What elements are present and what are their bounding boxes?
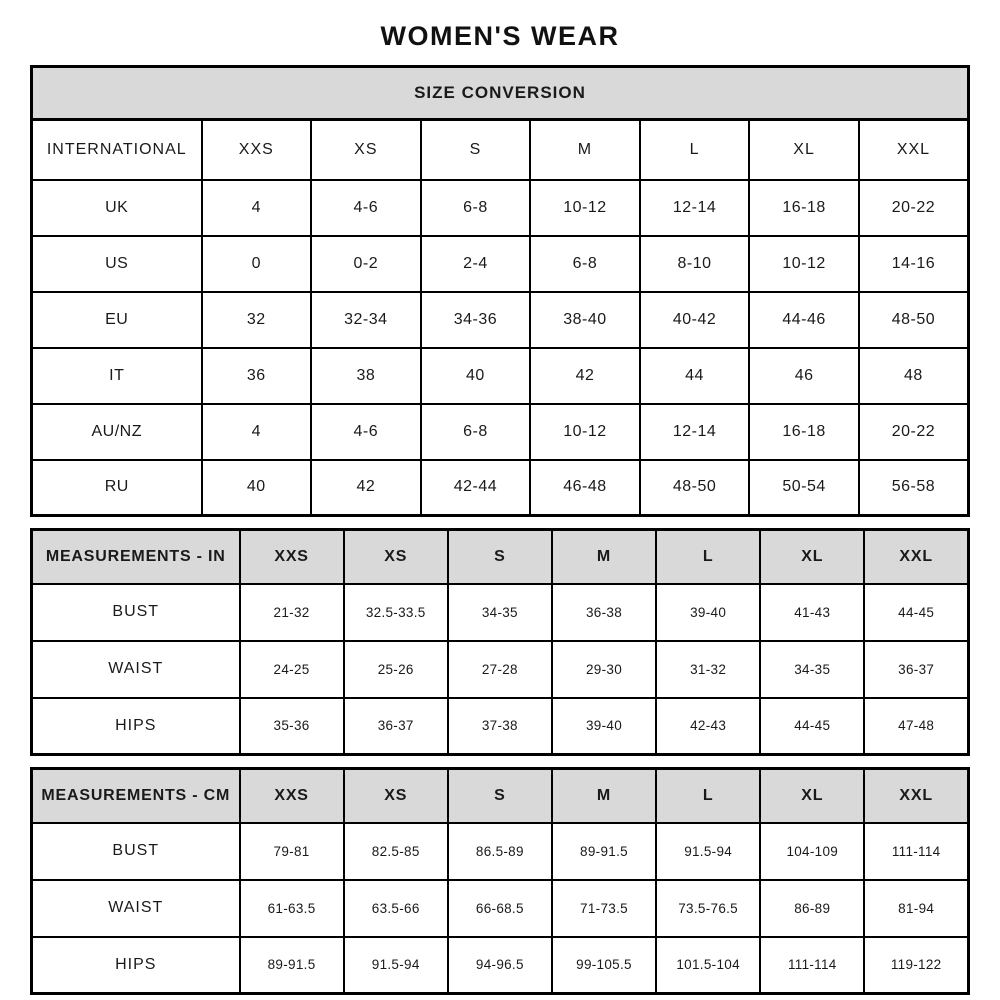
value-cell: 10-12 [530, 404, 640, 460]
header-cell: MEASUREMENTS - CM [32, 769, 240, 823]
value-cell: 32-34 [311, 292, 421, 348]
row-label: WAIST [32, 641, 240, 698]
value-cell: 38 [311, 348, 421, 404]
value-cell: 36-37 [344, 698, 448, 755]
value-cell: 35-36 [240, 698, 344, 755]
value-cell: 32.5-33.5 [344, 584, 448, 641]
value-cell: 44-45 [864, 584, 968, 641]
value-cell: 89-91.5 [552, 823, 656, 880]
value-cell: 31-32 [656, 641, 760, 698]
header-cell: M [552, 530, 656, 584]
value-cell: 111-114 [864, 823, 968, 880]
value-cell: 6-8 [421, 180, 531, 236]
header-cell: XL [760, 530, 864, 584]
header-cell: INTERNATIONAL [32, 120, 202, 180]
row-label: UK [32, 180, 202, 236]
value-cell: 20-22 [859, 404, 969, 460]
value-cell: 10-12 [749, 236, 859, 292]
row-label: EU [32, 292, 202, 348]
value-cell: 41-43 [760, 584, 864, 641]
value-cell: 8-10 [640, 236, 750, 292]
value-cell: 56-58 [859, 460, 969, 516]
size-conversion-table [30, 65, 970, 517]
header-cell: MEASUREMENTS - IN [32, 530, 240, 584]
value-cell: 34-36 [421, 292, 531, 348]
value-cell: 44 [640, 348, 750, 404]
value-cell: 48-50 [859, 292, 969, 348]
header-cell: S [421, 120, 531, 180]
value-cell: 48 [859, 348, 969, 404]
table-row [32, 180, 969, 236]
header-cell: L [656, 530, 760, 584]
value-cell: 36-38 [552, 584, 656, 641]
value-cell: 16-18 [749, 404, 859, 460]
header-cell: S [448, 530, 552, 584]
value-cell: 4-6 [311, 180, 421, 236]
table-row [32, 348, 969, 404]
header-cell: XXS [240, 769, 344, 823]
value-cell: 101.5-104 [656, 937, 760, 994]
header-cell: XL [749, 120, 859, 180]
header-row [32, 120, 969, 180]
value-cell: 46-48 [530, 460, 640, 516]
value-cell: 91.5-94 [344, 937, 448, 994]
header-cell: XXS [240, 530, 344, 584]
header-cell: XS [344, 530, 448, 584]
header-row [32, 530, 969, 584]
value-cell: 0 [202, 236, 312, 292]
value-cell: 25-26 [344, 641, 448, 698]
value-cell: 40-42 [640, 292, 750, 348]
header-cell: L [656, 769, 760, 823]
value-cell: 40 [202, 460, 312, 516]
value-cell: 6-8 [530, 236, 640, 292]
table-row [32, 880, 969, 937]
value-cell: 39-40 [656, 584, 760, 641]
header-cell: XS [311, 120, 421, 180]
value-cell: 44-45 [760, 698, 864, 755]
value-cell: 42-43 [656, 698, 760, 755]
value-cell: 81-94 [864, 880, 968, 937]
value-cell: 48-50 [640, 460, 750, 516]
table-row [32, 641, 969, 698]
value-cell: 50-54 [749, 460, 859, 516]
table-row [32, 937, 969, 994]
value-cell: 66-68.5 [448, 880, 552, 937]
value-cell: 12-14 [640, 180, 750, 236]
header-cell: S [448, 769, 552, 823]
table-title: SIZE CONVERSION [32, 67, 969, 120]
row-label: IT [32, 348, 202, 404]
row-label: BUST [32, 584, 240, 641]
header-cell: M [552, 769, 656, 823]
value-cell: 79-81 [240, 823, 344, 880]
value-cell: 86-89 [760, 880, 864, 937]
value-cell: 47-48 [864, 698, 968, 755]
header-cell: XXL [859, 120, 969, 180]
value-cell: 16-18 [749, 180, 859, 236]
value-cell: 0-2 [311, 236, 421, 292]
table-row [32, 823, 969, 880]
value-cell: 10-12 [530, 180, 640, 236]
header-cell: XXL [864, 769, 968, 823]
page-title: WOMEN'S WEAR [380, 21, 620, 51]
header-cell: XS [344, 769, 448, 823]
value-cell: 39-40 [552, 698, 656, 755]
value-cell: 111-114 [760, 937, 864, 994]
value-cell: 42 [530, 348, 640, 404]
value-cell: 91.5-94 [656, 823, 760, 880]
value-cell: 12-14 [640, 404, 750, 460]
value-cell: 61-63.5 [240, 880, 344, 937]
value-cell: 4 [202, 180, 312, 236]
header-cell: XXL [864, 530, 968, 584]
table-row [32, 236, 969, 292]
header-cell: XL [760, 769, 864, 823]
value-cell: 94-96.5 [448, 937, 552, 994]
value-cell: 2-4 [421, 236, 531, 292]
header-row [32, 769, 969, 823]
value-cell: 40 [421, 348, 531, 404]
table-row [32, 584, 969, 641]
table-row [32, 460, 969, 516]
row-label: HIPS [32, 937, 240, 994]
measurements-in-table [30, 528, 970, 756]
value-cell: 21-32 [240, 584, 344, 641]
value-cell: 20-22 [859, 180, 969, 236]
header-cell: L [640, 120, 750, 180]
value-cell: 29-30 [552, 641, 656, 698]
value-cell: 104-109 [760, 823, 864, 880]
value-cell: 71-73.5 [552, 880, 656, 937]
value-cell: 63.5-66 [344, 880, 448, 937]
value-cell: 46 [749, 348, 859, 404]
value-cell: 24-25 [240, 641, 344, 698]
value-cell: 37-38 [448, 698, 552, 755]
value-cell: 42 [311, 460, 421, 516]
value-cell: 36 [202, 348, 312, 404]
value-cell: 34-35 [760, 641, 864, 698]
value-cell: 34-35 [448, 584, 552, 641]
value-cell: 86.5-89 [448, 823, 552, 880]
value-cell: 14-16 [859, 236, 969, 292]
value-cell: 44-46 [749, 292, 859, 348]
table-title-row [32, 67, 969, 120]
measurements-cm-table [30, 767, 970, 995]
row-label: WAIST [32, 880, 240, 937]
value-cell: 42-44 [421, 460, 531, 516]
value-cell: 4-6 [311, 404, 421, 460]
value-cell: 4 [202, 404, 312, 460]
value-cell: 82.5-85 [344, 823, 448, 880]
value-cell: 99-105.5 [552, 937, 656, 994]
table-row [32, 698, 969, 755]
value-cell: 36-37 [864, 641, 968, 698]
value-cell: 38-40 [530, 292, 640, 348]
row-label: RU [32, 460, 202, 516]
value-cell: 73.5-76.5 [656, 880, 760, 937]
value-cell: 89-91.5 [240, 937, 344, 994]
value-cell: 119-122 [864, 937, 968, 994]
value-cell: 32 [202, 292, 312, 348]
row-label: AU/NZ [32, 404, 202, 460]
row-label: US [32, 236, 202, 292]
value-cell: 27-28 [448, 641, 552, 698]
table-row [32, 404, 969, 460]
header-cell: XXS [202, 120, 312, 180]
value-cell: 6-8 [421, 404, 531, 460]
header-cell: M [530, 120, 640, 180]
table-row [32, 292, 969, 348]
row-label: HIPS [32, 698, 240, 755]
row-label: BUST [32, 823, 240, 880]
